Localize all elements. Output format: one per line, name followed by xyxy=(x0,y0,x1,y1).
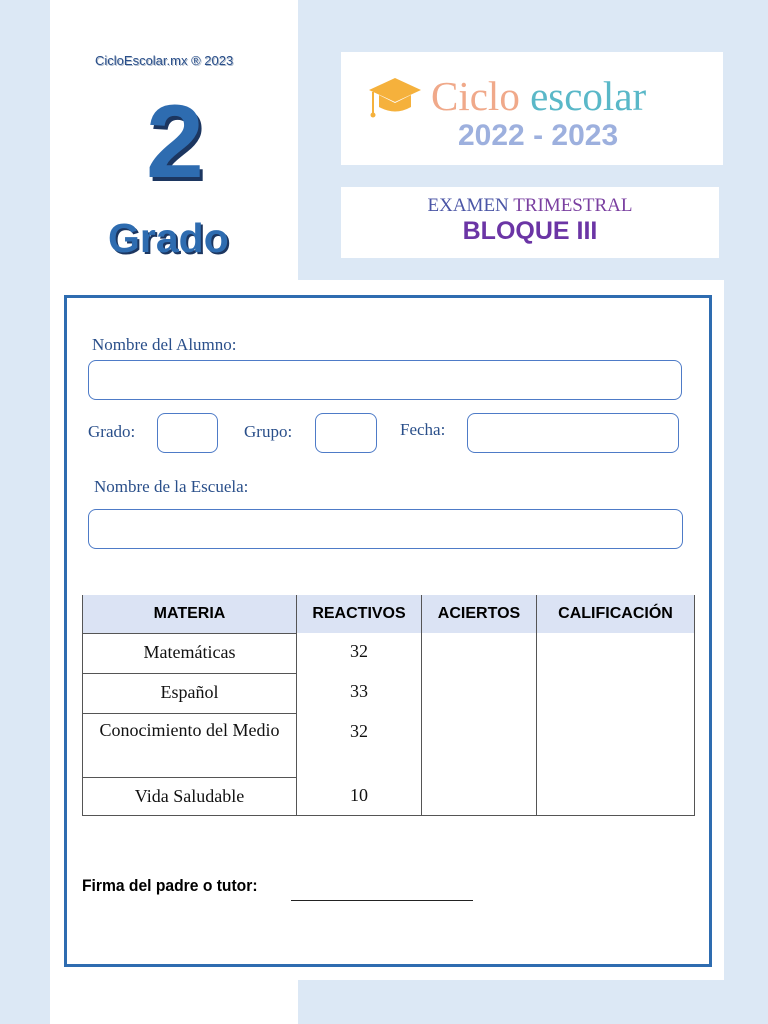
logo-box xyxy=(341,52,723,165)
header-aciertos: ACIERTOS xyxy=(422,595,537,633)
exam-title-examen: EXAMEN xyxy=(427,195,509,216)
student-name-label: Nombre del Alumno: xyxy=(92,335,237,354)
exam-block: BLOQUE III xyxy=(462,217,598,245)
calificacion-cell[interactable] xyxy=(537,713,695,777)
grade-word: Grado xyxy=(108,215,229,261)
calificacion-cell[interactable] xyxy=(537,633,695,673)
date-label: Fecha: xyxy=(400,420,446,439)
table-row xyxy=(83,673,695,713)
exam-title-trimestral: TRIMESTRAL xyxy=(513,195,633,216)
table-row xyxy=(83,633,695,673)
grade-field[interactable] xyxy=(157,413,218,453)
grade-label: Grado: xyxy=(88,422,136,441)
table-header-row xyxy=(83,595,695,633)
grade-number: 2 xyxy=(146,84,204,200)
school-name-label: Nombre de la Escuela: xyxy=(94,477,249,496)
signature-label: Firma del padre o tutor: xyxy=(82,876,258,895)
group-label: Grupo: xyxy=(244,422,293,441)
signature-line[interactable] xyxy=(291,900,473,901)
header-materia: MATERIA xyxy=(83,595,297,633)
date-field[interactable] xyxy=(467,413,679,453)
logo-title xyxy=(431,72,646,120)
aciertos-cell[interactable] xyxy=(422,673,537,713)
logo-title-escolar: escolar xyxy=(530,73,647,119)
bottom-band xyxy=(298,980,738,1024)
graduation-cap-icon xyxy=(367,74,423,120)
subject-cell: Español xyxy=(83,673,297,713)
aciertos-cell[interactable] xyxy=(422,777,537,815)
calificacion-cell[interactable] xyxy=(537,777,695,815)
subject-cell: Matemáticas xyxy=(83,633,297,673)
group-field[interactable] xyxy=(315,413,377,453)
exam-box xyxy=(341,187,719,258)
school-years: 2022 - 2023 xyxy=(458,119,619,152)
reactivos-cell: 32 xyxy=(297,713,422,777)
copyright-text: CicloEscolar.mx ® 2023 xyxy=(95,53,234,68)
subject-cell: Vida Saludable xyxy=(83,777,297,815)
calificacion-cell[interactable] xyxy=(537,673,695,713)
exam-title xyxy=(341,195,719,217)
header-calificacion: CALIFICACIÓN xyxy=(537,595,695,633)
school-name-field[interactable] xyxy=(88,509,683,549)
subject-cell: Conocimiento del Medio xyxy=(83,713,297,777)
grades-table xyxy=(82,595,695,816)
aciertos-cell[interactable] xyxy=(422,713,537,777)
reactivos-cell: 10 xyxy=(297,777,422,815)
table-row xyxy=(83,777,695,815)
table-row xyxy=(83,713,695,777)
header-reactivos: REACTIVOS xyxy=(297,595,422,633)
reactivos-cell: 33 xyxy=(297,673,422,713)
logo-title-ciclo: Ciclo xyxy=(431,73,520,119)
aciertos-cell[interactable] xyxy=(422,633,537,673)
student-name-field[interactable] xyxy=(88,360,682,400)
reactivos-cell: 32 xyxy=(297,633,422,673)
